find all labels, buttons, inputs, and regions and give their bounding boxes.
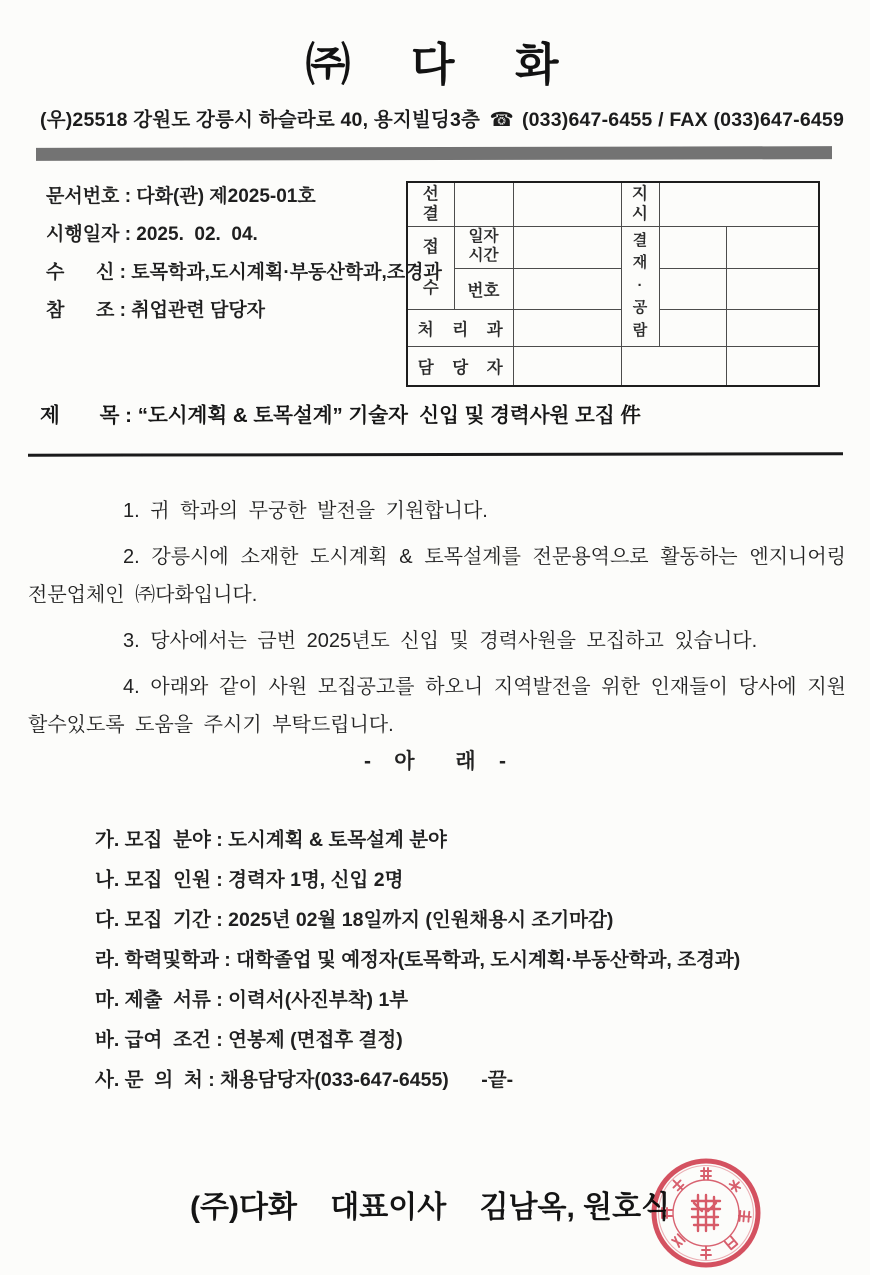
cell-empty <box>726 226 819 268</box>
label-approval-circulation: 결재·공람 <box>632 231 648 339</box>
label-pre-approval: 선결 <box>422 184 439 224</box>
doc-number-line: 문서번호 : 다화(관) 제2025-01호 <box>46 186 316 207</box>
subject-line: 제 목 : “도시계획 & 토목설계” 기술자 신입 및 경력사원 모집 件 <box>40 404 641 427</box>
list-item: 다. 모집 기간 : 2025년 02월 18일까지 (인원채용시 조기마감) <box>95 909 614 931</box>
phone-fax-line <box>489 108 844 132</box>
phone-fax-numbers: (033)647-6455 / FAX (033)647-6459 <box>521 109 844 131</box>
list-item: 가. 모집 분야 : 도시계획 & 토목설계 분야 <box>95 829 447 851</box>
body-paragraph-1: 1. 귀 학과의 무궁한 발전을 기원합니다. <box>123 500 488 522</box>
label-receipt: 접수 <box>422 238 439 297</box>
cell-empty <box>621 346 726 386</box>
document-info-block <box>46 178 442 330</box>
issue-date-line: 시행일자 : 2025. 02. 04. <box>46 224 258 245</box>
company-title: ㈜ 다 화 <box>305 39 565 90</box>
label-person-in-charge: 담 당 자 <box>407 346 513 386</box>
below-divider-label: - 아 래 - <box>363 750 507 773</box>
cell-empty <box>513 182 621 226</box>
body-paragraph-4: 4. 아래와 같이 사원 모집공고를 하오니 지역발전을 위한 인재들이 당사에 지원할수있도록 도움을 주시기 부탁드립니다. <box>28 676 846 736</box>
letter-body <box>28 492 846 752</box>
cell-empty <box>513 309 621 346</box>
telephone-icon: ☎ <box>489 109 514 131</box>
label-datetime: 일자시간 <box>468 228 499 264</box>
body-paragraph-2: 2. 강릉시에 소재한 도시계획 & 토목설계를 전문용역으로 활동하는 엔지니어링전문업체인 ㈜다화입니다. <box>28 546 846 606</box>
cell-empty <box>726 346 819 386</box>
list-item: 사. 문 의 처 : 채용담당자(033-647-6455) -끝- <box>95 1069 514 1091</box>
cell-empty <box>513 226 621 268</box>
cell-empty <box>659 226 726 268</box>
cell-empty <box>726 268 819 309</box>
label-directive: 지시 <box>632 184 648 224</box>
cell-empty <box>454 182 513 226</box>
cell-empty <box>659 309 726 346</box>
company-address: (우)25518 강원도 강릉시 하슬라로 40, 용지빌딩3층 <box>40 109 481 131</box>
label-handling-dept: 처 리 과 <box>407 309 513 346</box>
reference-line: 참 조 : 취업관련 담당자 <box>46 300 266 321</box>
recipient-line: 수 신 : 토목학과,도시계획·부동산학과,조경과 <box>46 262 442 283</box>
list-item: 마. 제출 서류 : 이력서(사진부착) 1부 <box>95 989 409 1011</box>
label-number: 번호 <box>454 268 513 309</box>
body-paragraph-3: 3. 당사에서는 금번 2025년도 신입 및 경력사원을 모집하고 있습니다. <box>123 630 758 652</box>
approval-routing-table <box>406 181 820 387</box>
corporate-seal-stamp <box>648 1153 764 1273</box>
header-contact-row <box>40 104 844 132</box>
header-divider-bar <box>36 146 832 161</box>
list-item: 나. 모집 인원 : 경력자 1명, 신입 2명 <box>95 869 404 891</box>
cell-empty <box>726 309 819 346</box>
cell-empty <box>659 268 726 309</box>
list-item: 라. 학력및학과 : 대학졸업 및 예정자(토목학과, 도시계획·부동산학과, 조경과) <box>95 949 741 971</box>
cell-empty <box>513 346 621 386</box>
recruitment-detail-list <box>95 820 740 1100</box>
signature-line: (주)다화 대표이사 김남옥, 원호식 <box>190 1191 671 1224</box>
subject-underline <box>28 452 843 456</box>
list-item: 바. 급여 조건 : 연봉제 (면접후 결정) <box>95 1029 403 1051</box>
cell-empty <box>659 182 819 226</box>
cell-empty <box>513 268 621 309</box>
